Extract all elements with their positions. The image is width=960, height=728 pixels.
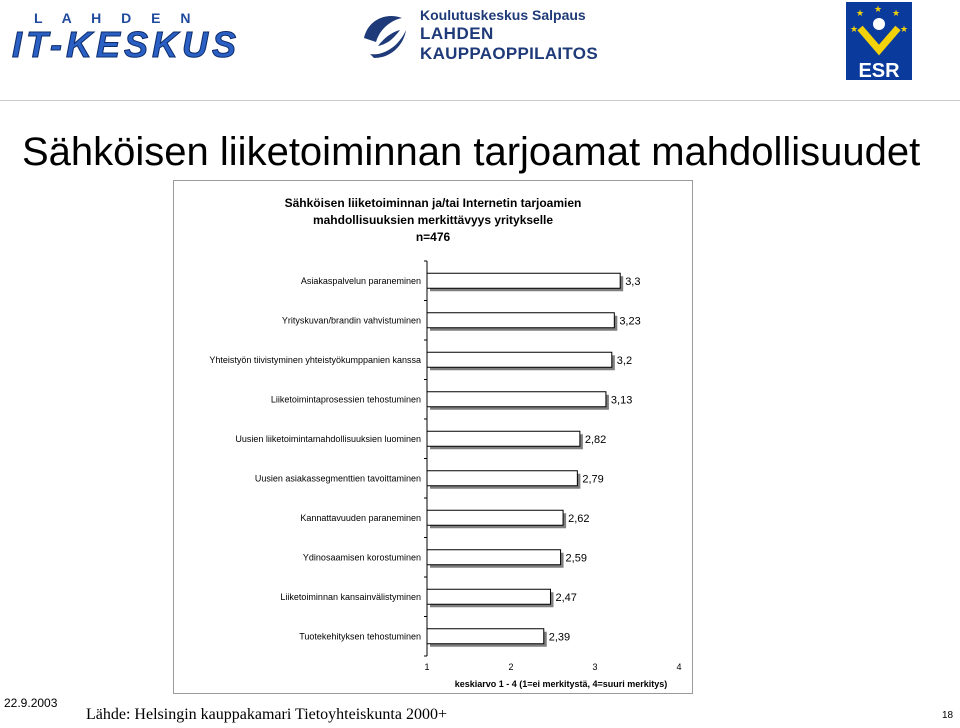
bar — [427, 550, 561, 565]
page-number: 18 — [942, 710, 954, 721]
x-tick-label: 3 — [592, 662, 598, 672]
logo-center-line2: LAHDEN — [420, 24, 494, 43]
category-label: Uusien liiketoimintamahdollisuuksien luominen — [235, 433, 421, 444]
category-label: Uusien asiakassegmenttien tavoittaminen — [254, 473, 421, 484]
esr-logo — [846, 2, 912, 80]
svg-text:★: ★ — [850, 25, 859, 35]
header-divider — [0, 100, 960, 101]
chart-container — [173, 180, 693, 694]
chart-title-line-2: mahdollisuuksien merkittävyys yritykselle — [312, 213, 554, 227]
category-label: Liiketoimintaprosessien tehostuminen — [270, 394, 421, 405]
bar-chart-plot — [174, 181, 692, 693]
x-tick-label: 1 — [424, 662, 430, 672]
lahden-it-keskus-logo — [8, 4, 264, 76]
logo-left-top-text: L A H D E N — [34, 10, 199, 26]
bar — [427, 313, 614, 328]
category-label: Liiketoiminnan kansainvälistyminen — [280, 591, 421, 602]
bar — [427, 510, 563, 525]
svg-text:★: ★ — [856, 9, 865, 19]
category-label: Tuotekehityksen tehostuminen — [299, 631, 421, 642]
bar — [427, 471, 577, 486]
page-title: Sähköisen liiketoiminnan tarjoamat mahdollisuudet — [22, 130, 921, 174]
category-label: Asiakaspalvelun paraneminen — [300, 275, 421, 286]
bar — [427, 431, 580, 446]
bar — [427, 392, 606, 407]
x-tick-label: 4 — [676, 662, 682, 672]
x-axis-title: keskiarvo 1 - 4 (1=ei merkitystä, 4=suuri merkitys) — [454, 679, 668, 689]
bar — [427, 589, 550, 604]
category-label: Kannattavuuden paraneminen — [300, 512, 421, 523]
chart-title-line-3: n=476 — [415, 230, 451, 244]
data-label: 3,2 — [616, 354, 633, 367]
logo-right-text: ESR — [858, 60, 900, 80]
bar — [427, 273, 620, 288]
svg-text:★: ★ — [874, 5, 883, 15]
data-label: 3,3 — [625, 275, 641, 288]
category-label: Ydinosaamisen korostuminen — [302, 552, 421, 563]
slide-date: 22.9.2003 — [4, 696, 58, 710]
category-label: Yhteistyön tiivistyminen yhteistyökumppanien kanssa — [209, 354, 421, 365]
salpaus-mark-icon — [358, 8, 412, 62]
source-citation: Lähde: Helsingin kauppakamari Tietoyhteiskunta 2000+ — [86, 706, 447, 723]
logo-left-main-text: IT-KESKUS — [12, 24, 241, 65]
svg-text:★: ★ — [892, 9, 901, 19]
x-tick-label: 2 — [508, 662, 514, 672]
data-label: 3,13 — [610, 394, 633, 407]
salpaus-logo — [358, 6, 598, 68]
header — [0, 0, 960, 100]
data-label: 2,62 — [568, 512, 590, 525]
data-label: 2,39 — [548, 631, 571, 644]
logo-center-line3: KAUPPAOPPILAITOS — [420, 44, 598, 63]
svg-text:★: ★ — [900, 25, 909, 35]
data-label: 2,47 — [555, 591, 577, 604]
logo-center-line1: Koulutuskeskus Salpaus — [420, 7, 586, 23]
bar — [427, 629, 544, 644]
chart-title-line-1: Sähköisen liiketoiminnan ja/tai Internetin tarjoamien — [284, 196, 582, 210]
data-label: 2,82 — [584, 433, 607, 446]
data-label: 3,23 — [619, 315, 641, 328]
bar — [427, 352, 612, 367]
data-label: 2,59 — [565, 552, 587, 565]
category-label: Yrityskuvan/brandin vahvistuminen — [281, 315, 421, 326]
data-label: 2,79 — [582, 473, 604, 486]
